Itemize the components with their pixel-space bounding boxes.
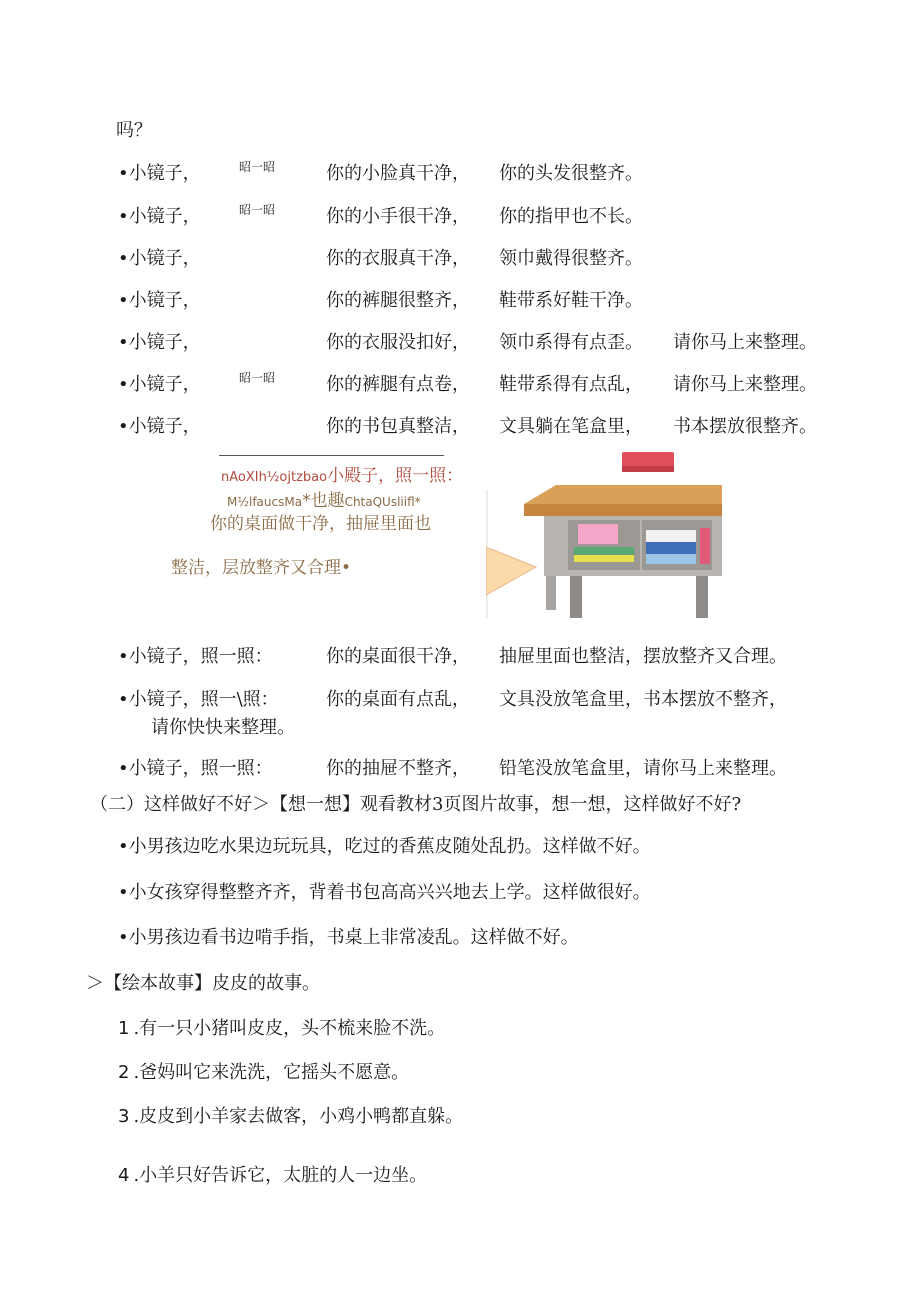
section-heading: （二）这样做好不好＞【想一想】观看教材3页图片故事，想一想，这样做好不好?: [90, 794, 742, 815]
story-item: 3 .皮皮到小羊家去做客，小鸡小鸭都直躲。: [118, 1106, 464, 1127]
line-part: 鞋带系得有点乱，: [499, 374, 643, 395]
line-part: 你的桌面很干净，: [326, 646, 470, 667]
line-part: 文具没放笔盒里，书本摆放不整齐，: [499, 689, 787, 710]
line-lead: •小镜子，: [118, 163, 201, 184]
figure-caption-line: nAoXIh½ojtzbao小殿子，照一照：: [221, 466, 464, 486]
story-item: 2 .爸妈叫它来洗洗，它摇头不愿意。: [118, 1062, 410, 1083]
line-lead: •小镜子，照一\照：: [118, 689, 279, 710]
margin-note: 昭一昭: [239, 371, 276, 385]
line-part: 书本摆放很整齐。: [673, 416, 817, 437]
line-lead: •小镜子，: [118, 206, 201, 227]
text-fragment: 吗？: [116, 120, 152, 141]
line-part: 抽屉里面也整洁，摆放整齐又合理。: [499, 646, 787, 667]
line-part: 鞋带系好鞋干净。: [499, 290, 643, 311]
margin-note: 昭一昭: [239, 160, 276, 174]
list-item: •小男孩边看书边啃手指，书桌上非常凌乱。这样做不好。: [118, 927, 579, 948]
line-lead: •小镜子，照一照：: [118, 758, 273, 779]
line-lead: •小镜子，: [118, 416, 201, 437]
figure-caption-line: M½lfaucsMa*也趣ChtaQUsliifl*: [227, 491, 421, 511]
figure-caption-line: 整洁，层放整齐又合理•: [171, 558, 352, 578]
story-heading: ＞【绘本故事】皮皮的故事。: [86, 973, 320, 994]
list-item: •小女孩穿得整整齐齐，背着书包高高兴兴地去上学。这样做很好。: [118, 882, 651, 903]
line-lead: •小镜子，: [118, 374, 201, 395]
list-item: •小男孩边吃水果边玩玩具，吃过的香蕉皮随处乱扔。这样做不好。: [118, 836, 651, 857]
line-part: 领巾系得有点歪。: [499, 332, 643, 353]
line-part: 你的桌面有点乱，: [326, 689, 470, 710]
line-part: 请你马上来整理。: [673, 332, 817, 353]
line-part: 你的小脸真干净，: [326, 163, 470, 184]
line-part: 领巾戴得很整齐。: [499, 248, 643, 269]
figure-caption-line: 你的桌面做干净，抽屉里面也: [210, 514, 431, 534]
line-part: 你的裤腿很整齐，: [326, 290, 470, 311]
line-continuation: 请你快快来整理。: [151, 717, 295, 738]
story-item: 1 .有一只小猪叫皮皮，头不梳来脸不洗。: [118, 1018, 446, 1039]
line-part: 你的抽屉不整齐，: [326, 758, 470, 779]
line-part: 你的衣服没扣好，: [326, 332, 470, 353]
desk-illustration: [486, 452, 728, 618]
line-part: 你的书包真整洁，: [326, 416, 470, 437]
line-part: 你的小手很干净，: [326, 206, 470, 227]
story-item: 4 .小羊只好告诉它，太脏的人一边坐。: [118, 1165, 428, 1186]
margin-note: 昭一昭: [239, 203, 276, 217]
line-part: 文具躺在笔盒里，: [499, 416, 643, 437]
line-part: 你的裤腿有点卷，: [326, 374, 470, 395]
line-lead: •小镜子，: [118, 332, 201, 353]
line-part: 请你马上来整理。: [673, 374, 817, 395]
line-part: 铅笔没放笔盒里，请你马上来整理。: [499, 758, 787, 779]
line-lead: •小镜子，: [118, 248, 201, 269]
line-part: 你的衣服真干净，: [326, 248, 470, 269]
line-part: 你的指甲也不长。: [499, 206, 643, 227]
line-part: 你的头发很整齐。: [499, 163, 643, 184]
line-lead: •小镜子，: [118, 290, 201, 311]
divider: [219, 455, 444, 456]
line-lead: •小镜子，照一照：: [118, 646, 273, 667]
